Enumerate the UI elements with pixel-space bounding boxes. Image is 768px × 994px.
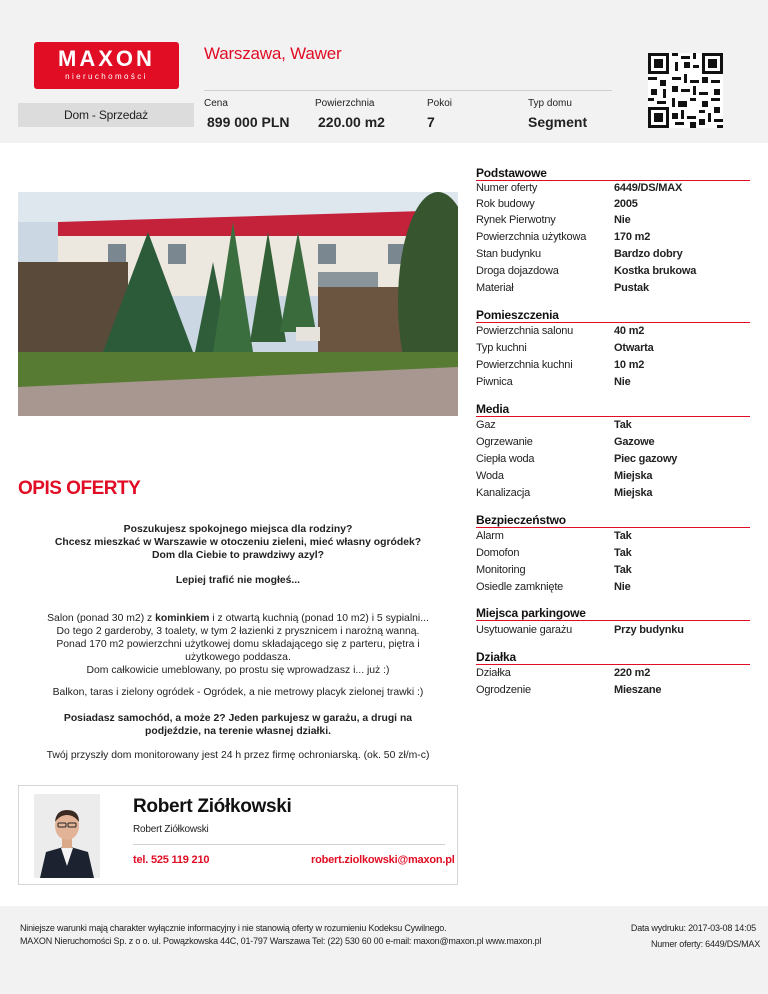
footer	[0, 906, 768, 994]
detail-value: 170 m2	[614, 231, 651, 243]
house-type-label: Typ domu	[528, 98, 572, 109]
section-title-media: Media	[476, 402, 510, 416]
detail-value: Gazowe	[614, 436, 655, 448]
detail-label: Osiedle zamknięte	[476, 581, 564, 593]
detail-label: Droga dojazdowa	[476, 265, 559, 277]
detail-value: Bardzo dobry	[614, 248, 683, 260]
detail-label: Kanalizacja	[476, 487, 531, 499]
detail-value: Przy budynku	[614, 624, 684, 636]
agent-card	[18, 785, 458, 885]
footer-print-date: Data wydruku: 2017-03-08 14:05	[630, 923, 756, 933]
detail-value: 6449/DS/MAX	[614, 182, 683, 194]
description-line: Posiadasz samochód, a może 2? Jeden parkujesz w garażu, a drugi na	[63, 713, 413, 724]
detail-label: Piwnica	[476, 376, 513, 388]
detail-label: Powierzchnia użytkowa	[476, 231, 587, 243]
detail-value: 2005	[614, 198, 638, 210]
property-photo[interactable]	[18, 192, 458, 416]
rooms-label: Pokoi	[427, 98, 453, 109]
detail-label: Rynek Pierwotny	[476, 214, 556, 226]
detail-label: Materiał	[476, 282, 514, 294]
offer-type-badge: Dom - Sprzedaż	[18, 103, 194, 127]
detail-label: Ogrodzenie	[476, 684, 531, 696]
house-type-value: Segment	[528, 114, 588, 130]
detail-value: Mieszane	[614, 684, 662, 696]
agent-phone-link[interactable]: tel. 525 119 210	[133, 854, 210, 866]
agent-email-link[interactable]: robert.ziolkowski@maxon.pl	[311, 854, 455, 866]
section-title-parking: Miejsca parkingowe	[476, 606, 586, 620]
description-parking	[18, 712, 458, 738]
logo-wordmark: MAXON	[58, 46, 155, 71]
detail-label: Domofon	[476, 547, 520, 559]
section-rule	[476, 664, 750, 665]
detail-value: Nie	[614, 581, 631, 593]
footer-company-info: MAXON Nieruchomości Sp. z o o. ul. Powązkowska 44C, 01-797 Warszawa Tel: (22) 530 60 00 e-mail: maxon@maxon.pl www.maxon.pl	[20, 936, 542, 946]
description-line: Balkon, taras i zielony ogródek - Ogródek, a nie metrowy placyk zielonej trawki :)	[52, 687, 424, 698]
section-rule	[476, 620, 750, 621]
agent-photo	[34, 794, 100, 878]
description-intro	[18, 523, 458, 562]
description-line: Ponad 170 m2 powierzchni użytkowej domu składającego się z parteru, piętra i	[56, 639, 420, 650]
detail-value: Pustak	[614, 282, 649, 294]
detail-label: Monitoring	[476, 564, 526, 576]
section-rule	[476, 322, 750, 323]
area-value: 220.00 m2	[318, 114, 385, 130]
description-line: Chcesz mieszkać w Warszawie w otoczeniu zieleni, mieć własny ogródek?	[54, 537, 422, 548]
detail-value: Nie	[614, 376, 631, 388]
detail-label: Typ kuchni	[476, 342, 527, 354]
logo-subtitle: nieruchomości	[65, 72, 148, 81]
description-line: Twój przyszły dom monitorowany jest 24 h przez firmę ochroniarską. (ok. 50 zł/m-c)	[46, 750, 430, 761]
rooms-value: 7	[427, 114, 435, 130]
detail-value: Tak	[614, 530, 632, 542]
detail-label: Powierzchnia kuchni	[476, 359, 573, 371]
footer-disclaimer: Niniejsze warunki mają charakter wyłącznie informacyjny i nie stanowią oferty w rozumieniu Kodeksu Cywilnego.	[20, 923, 447, 933]
description-line: Do tego 2 garderoby, 3 toalety, w tym 2 łazienki z prysznicem i narożną wanną.	[56, 626, 420, 637]
qr-code-icon[interactable]	[648, 53, 723, 128]
footer-offer-number: Numer oferty: 6449/DS/MAX	[650, 939, 760, 949]
description-highlight: kominkiem	[155, 613, 210, 624]
header-divider	[204, 90, 612, 91]
detail-label: Gaz	[476, 419, 496, 431]
detail-value: Miejska	[614, 487, 653, 499]
description-heading: OPIS OFERTY	[18, 478, 141, 499]
agent-subtitle: Robert Ziółkowski	[133, 824, 209, 835]
detail-label: Alarm	[476, 530, 504, 542]
agent-divider	[133, 844, 445, 845]
detail-label: Numer oferty	[476, 182, 538, 194]
detail-value: Kostka brukowa	[614, 265, 697, 277]
description-line: użytkowego poddasza.	[185, 652, 291, 663]
description-line: Lepiej trafić nie mogłeś...	[175, 575, 301, 586]
section-rule	[476, 527, 750, 528]
detail-label: Ogrzewanie	[476, 436, 533, 448]
section-rule	[476, 416, 750, 417]
price-value: 899 000 PLN	[207, 114, 290, 130]
section-title-dzialka: Działka	[476, 650, 516, 664]
detail-label: Rok budowy	[476, 198, 535, 210]
detail-label: Woda	[476, 470, 504, 482]
detail-value: Otwarta	[614, 342, 654, 354]
description-line: Poszukujesz spokojnego miejsca dla rodziny?	[123, 524, 353, 535]
detail-value: 220 m2	[614, 667, 651, 679]
description-features	[18, 612, 458, 677]
detail-value: Tak	[614, 419, 632, 431]
maxon-logo[interactable]	[34, 42, 179, 89]
description-line: Dom całkowicie umeblowany, po prostu się wprowadzasz i... już :)	[86, 665, 390, 676]
section-rule	[476, 180, 750, 181]
section-title-podstawowe: Podstawowe	[476, 166, 547, 180]
area-label: Powierzchnia	[315, 98, 375, 109]
location-title: Warszawa, Wawer	[204, 44, 342, 63]
detail-value: Tak	[614, 564, 632, 576]
detail-label: Działka	[476, 667, 511, 679]
agent-name: Robert Ziółkowski	[133, 796, 292, 817]
description-line: Dom dla Ciebie to prawdziwy azyl?	[151, 550, 325, 561]
detail-value: Tak	[614, 547, 632, 559]
description-line	[18, 612, 458, 625]
detail-value: 10 m2	[614, 359, 645, 371]
section-title-bezpieczenstwo: Bezpieczeństwo	[476, 513, 566, 527]
detail-label: Powierzchnia salonu	[476, 325, 574, 337]
description-text: i z otwartą kuchnią (ponad 10 m2) i 5 sypialni...	[209, 613, 429, 624]
detail-label: Ciepła woda	[476, 453, 535, 465]
detail-value: Piec gazowy	[614, 453, 678, 465]
detail-value: Nie	[614, 214, 631, 226]
description-line: podjeździe, na terenie własnej działki.	[145, 726, 331, 737]
description-text: Salon (ponad 30 m2) z	[47, 613, 156, 624]
detail-label: Stan budynku	[476, 248, 541, 260]
detail-value: Miejska	[614, 470, 653, 482]
detail-label: Usytuowanie garażu	[476, 624, 573, 636]
price-label: Cena	[204, 98, 228, 109]
section-title-pomieszczenia: Pomieszczenia	[476, 308, 559, 322]
detail-value: 40 m2	[614, 325, 645, 337]
